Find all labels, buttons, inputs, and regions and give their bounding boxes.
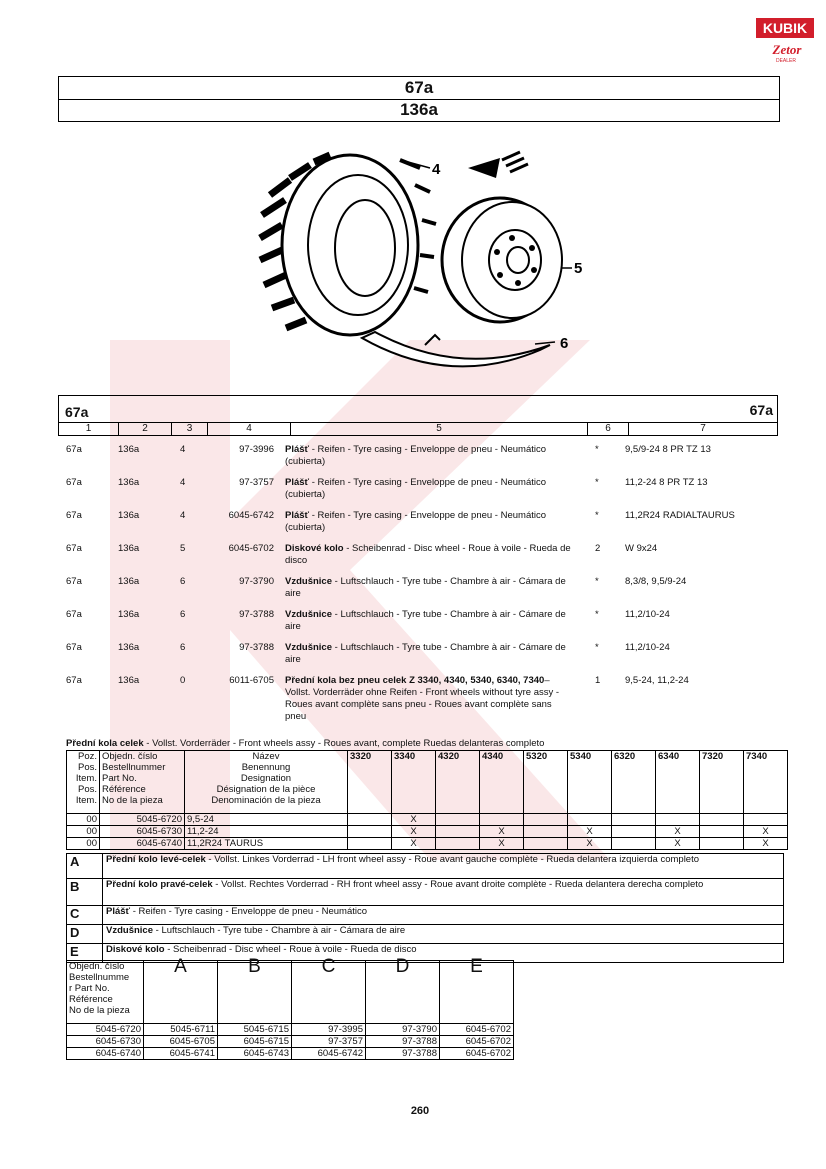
kubik-zetor-logo: [756, 14, 816, 70]
table-row: 5045-6720 5045-6711 5045-6715 97-3995 97-3790 6045-6702: [67, 1024, 514, 1036]
col-header-2: 2: [119, 423, 172, 435]
table-row: 6045-6740 6045-6741 6045-6743 6045-6742 97-3788 6045-6702: [67, 1048, 514, 1060]
callout-5: 5: [574, 260, 583, 277]
logo-zetor-text: Zetor: [772, 42, 802, 57]
model-header: 4320: [436, 751, 480, 814]
model-header: 7320: [700, 751, 744, 814]
disc-wheel-illustration: [442, 198, 562, 322]
callout-6: 6: [560, 335, 569, 352]
table-row: 6045-6730 6045-6705 6045-6715 97-3757 97-3788 6045-6702: [67, 1036, 514, 1048]
model-header: 7340: [744, 751, 788, 814]
legend-row-c: C Plášť - Reifen - Tyre casing - Enveloppe de pneu - Neumático: [66, 906, 784, 925]
assembly-title: Přední kola celek - Vollst. Vorderräder - Front wheels assy - Roues avant, complete Ruedas delanteras completo: [66, 738, 545, 749]
col-header-1: 1: [59, 423, 119, 435]
model-header: 3320: [348, 751, 392, 814]
model-header: 5320: [524, 751, 568, 814]
model-header: 5340: [568, 751, 612, 814]
page-number: 260: [410, 1105, 430, 1117]
logo-tag: DEALER: [775, 58, 796, 64]
head-number: Objedn. číslo Bestellnummer Part No. Référence No de la pieza: [100, 751, 185, 814]
legend-row-a: A Přední kolo levé-celek - Vollst. Linkes Vorderrad - LH front wheel assy - Roue avant gauche complète - Rueda delantera izquierda completo: [66, 853, 784, 879]
tube-illustration: [362, 332, 550, 366]
model-header: 6320: [612, 751, 656, 814]
cross-reference-table: [66, 956, 514, 1060]
xref-head-c: C: [292, 961, 366, 1024]
xref-head-b: B: [218, 961, 292, 1024]
parts-table-header: [58, 395, 778, 436]
xref-head-e: E: [440, 961, 514, 1024]
column-numbers: [58, 422, 778, 436]
col-header-5: 5: [291, 423, 588, 435]
table-row: 00 6045-6740 11,2R24 TAURUS X X X X X: [67, 838, 788, 850]
model-header: 6340: [656, 751, 700, 814]
xref-head-number: Objedn. číslo Bestellnumme r Part No. Référence No de la pieza: [67, 961, 144, 1024]
direction-arrow: [468, 158, 500, 178]
xref-head-a: A: [144, 961, 218, 1024]
col-header-6: 6: [588, 423, 629, 435]
model-header: 4340: [480, 751, 524, 814]
head-name: Název Benennung Designation Désignation de la pièce Denominación de la pieza: [185, 751, 348, 814]
legend-row-d: D Vzdušnice - Luftschlauch - Tyre tube - Chambre à air - Cámara de aire: [66, 925, 784, 944]
table-row: 00 5045-6720 9,5-24 X: [67, 814, 788, 826]
callout-4: 4: [432, 161, 441, 178]
group-code-left: 67a: [65, 404, 89, 420]
group-code-right: 67a: [749, 402, 773, 418]
col-header-4: 4: [208, 423, 291, 435]
component-legend: [66, 853, 784, 963]
wheel-exploded-drawing: [250, 140, 590, 380]
model-header: 3340: [392, 751, 436, 814]
legend-row-b: B Přední kolo pravé-celek - Vollst. Rechtes Vorderrad - RH front wheel assy - Roue avant droite complète - Rueda delantera derecha completo: [66, 879, 784, 906]
table-row: 00 6045-6730 11,2-24 X X X X X: [67, 826, 788, 838]
col-header-3: 3: [172, 423, 208, 435]
legend-row-e: E Diskové kolo - Scheibenrad - Disc wheel - Roue à voile - Rueda de disco: [66, 944, 784, 963]
col-header-7: 7: [700, 423, 706, 434]
assembly-table: [66, 750, 788, 850]
tyre-illustration: [260, 155, 436, 335]
head-pos: Poz. Pos. Item. Pos. Item.: [67, 751, 100, 814]
header-code-67a: 67a: [58, 76, 780, 100]
header-code-136a: 136a: [58, 99, 780, 122]
xref-head-d: D: [366, 961, 440, 1024]
logo-kubik-text: KUBIK: [756, 18, 814, 38]
